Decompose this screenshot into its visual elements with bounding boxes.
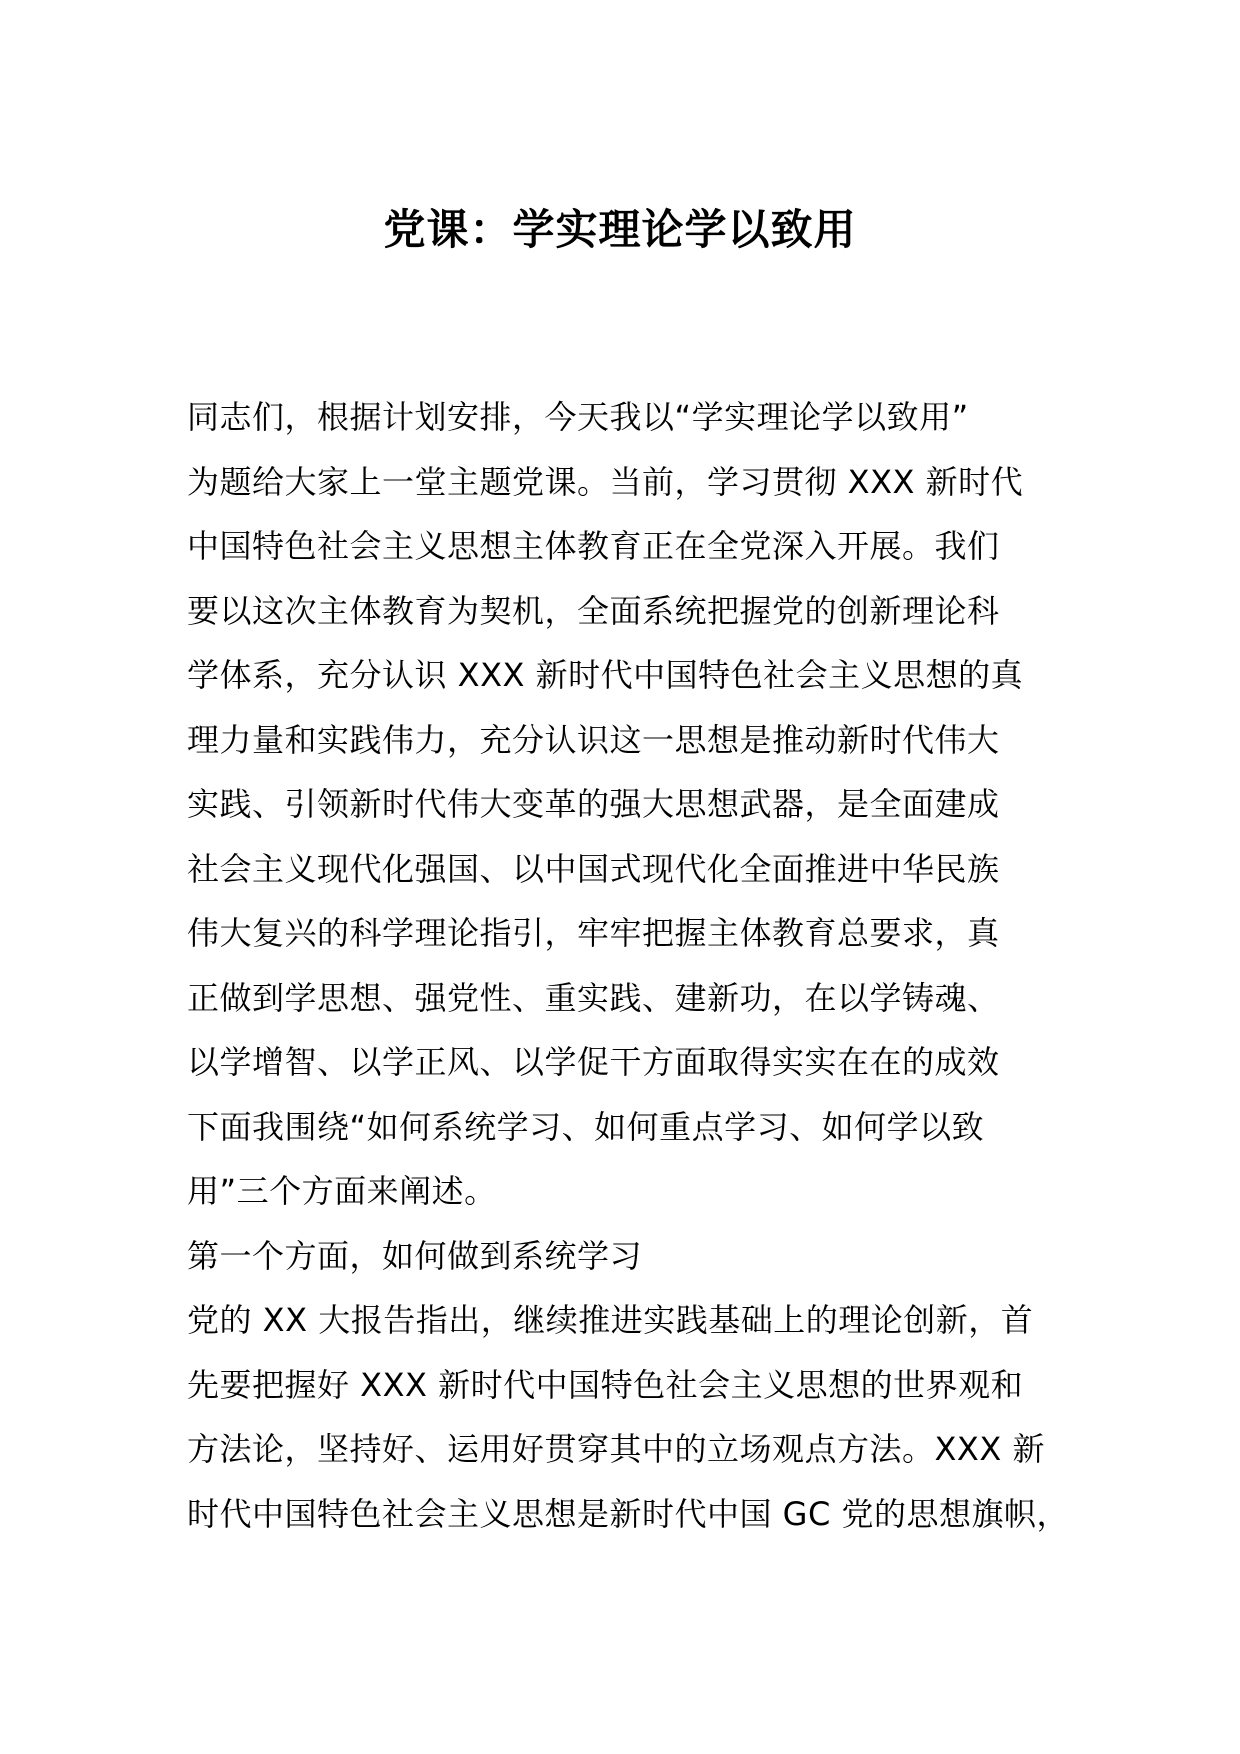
body-line: 伟大复兴的科学理论指引，牢牢把握主体教育总要求，真 <box>187 914 1000 952</box>
body-line: 正做到学思想、强党性、重实践、建新功，在以学铸魂、 <box>187 978 1000 1017</box>
section-heading: 第一个方面，如何做到系统学习 <box>187 1236 643 1275</box>
body-line: 以学增智、以学正风、以学促干方面取得实实在在的成效 <box>187 1043 1000 1081</box>
body-line: 学体系，充分认识 XXX 新时代中国特色社会主义思想的真 <box>187 656 1024 694</box>
body-line: 实践、引领新时代伟大变革的强大思想武器，是全面建成 <box>187 785 1000 823</box>
body-line: 为题给大家上一堂主题党课。当前，学习贯彻 XXX 新时代 <box>187 462 1024 501</box>
body-line: 先要把握好 XXX 新时代中国特色社会主义思想的世界观和 <box>187 1365 1024 1404</box>
body-line: 党的 XX 大报告指出，继续推进实践基础上的理论创新，首 <box>187 1301 1034 1339</box>
body-line: 下面我围绕“如何系统学习、如何重点学习、如何学以致 <box>187 1107 985 1146</box>
document-title: 党课：学实理论学以致用 <box>383 205 857 254</box>
body-line: 同志们，根据计划安排，今天我以“学实理论学以致用” <box>187 398 969 436</box>
body-line: 用”三个方面来阐述。 <box>187 1172 497 1210</box>
body-line: 要以这次主体教育为契机，全面系统把握党的创新理论科 <box>187 591 1000 630</box>
body-line: 时代中国特色社会主义思想是新时代中国 GC 党的思想旗帜， <box>187 1494 1069 1533</box>
body-line: 理力量和实践伟力，充分认识这一思想是推动新时代伟大 <box>187 720 1000 759</box>
document-body <box>187 385 1087 1546</box>
body-line: 中国特色社会主义思想主体教育正在全党深入开展。我们 <box>187 527 1000 565</box>
body-line: 方法论，坚持好、运用好贯穿其中的立场观点方法。XXX 新 <box>187 1430 1045 1468</box>
body-line: 社会主义现代化强国、以中国式现代化全面推进中华民族 <box>187 849 1000 888</box>
